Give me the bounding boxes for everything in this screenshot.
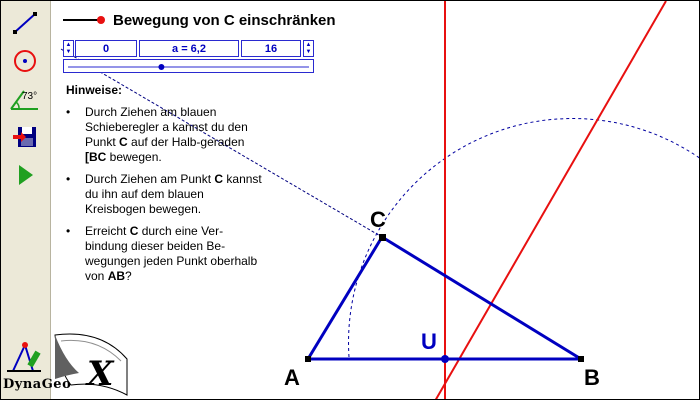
angle-tool-icon	[8, 85, 42, 113]
slider-min-field[interactable]: 0	[75, 40, 137, 57]
hints-title: Hinweise:	[66, 83, 123, 97]
point-a[interactable]	[305, 356, 311, 362]
arrow-down-icon: ▼	[305, 48, 312, 55]
segment-with-point-icon	[63, 14, 107, 26]
arrow-up-icon: ▲	[305, 41, 312, 48]
point-u[interactable]	[441, 355, 449, 363]
bullet: •	[66, 105, 71, 119]
save-tool-button[interactable]	[7, 121, 43, 153]
max-spinner-button[interactable]	[303, 40, 314, 57]
hint-item: • Durch Ziehen am blauen Schieberegler a kannst du den Punkt C auf der Halb-geraden [BC bewegen.	[66, 105, 248, 164]
arrow-down-icon: ▼	[65, 48, 72, 55]
label-a: A	[284, 365, 300, 390]
save-disk-icon	[11, 123, 39, 151]
label-c: C	[370, 207, 386, 232]
arrow-up-icon: ▲	[65, 41, 72, 48]
page-title: Bewegung von C einschränken	[113, 11, 336, 29]
point-b[interactable]	[578, 356, 584, 362]
slider-a[interactable]	[63, 40, 314, 73]
title-row	[63, 10, 336, 30]
slider-track[interactable]	[63, 59, 314, 73]
label-u: U	[421, 329, 437, 354]
side-ac[interactable]	[308, 237, 382, 359]
hints-panel	[63, 83, 263, 291]
brand-name: DynaGeo	[3, 377, 72, 392]
svg-text:73°: 73°	[22, 91, 38, 102]
bullet: •	[66, 172, 71, 186]
play-arrow-icon	[11, 161, 39, 189]
hint-item: • Durch Ziehen am Punkt C kannst du ihn auf dem blauen Kreisbogen bewegen.	[66, 172, 262, 216]
play-tool-button[interactable]	[7, 159, 43, 191]
label-b: B	[584, 365, 600, 390]
bullet: •	[66, 224, 71, 238]
brand-mark: X	[87, 354, 114, 394]
min-spinner-button[interactable]	[63, 40, 74, 57]
slider-value-field[interactable]: a = 6,2	[139, 40, 239, 57]
slider-knob[interactable]	[158, 64, 164, 70]
circle-tool-button[interactable]	[7, 45, 43, 77]
angle-tool-button[interactable]	[7, 83, 43, 115]
point-c[interactable]	[379, 234, 386, 241]
circle-arc-dotted	[349, 118, 700, 357]
drafting-tools-icon	[7, 342, 41, 371]
segment-tool-icon	[11, 9, 39, 37]
slider-max-field[interactable]: 16	[241, 40, 301, 57]
side-bc[interactable]	[382, 237, 581, 359]
hint-item: • Erreicht C durch eine Ver-bindung dieser beiden Be-wegungen jeden Punkt oberhalb von AB?	[66, 224, 258, 283]
circle-tool-icon	[11, 47, 39, 75]
segment-tool-button[interactable]	[7, 7, 43, 39]
